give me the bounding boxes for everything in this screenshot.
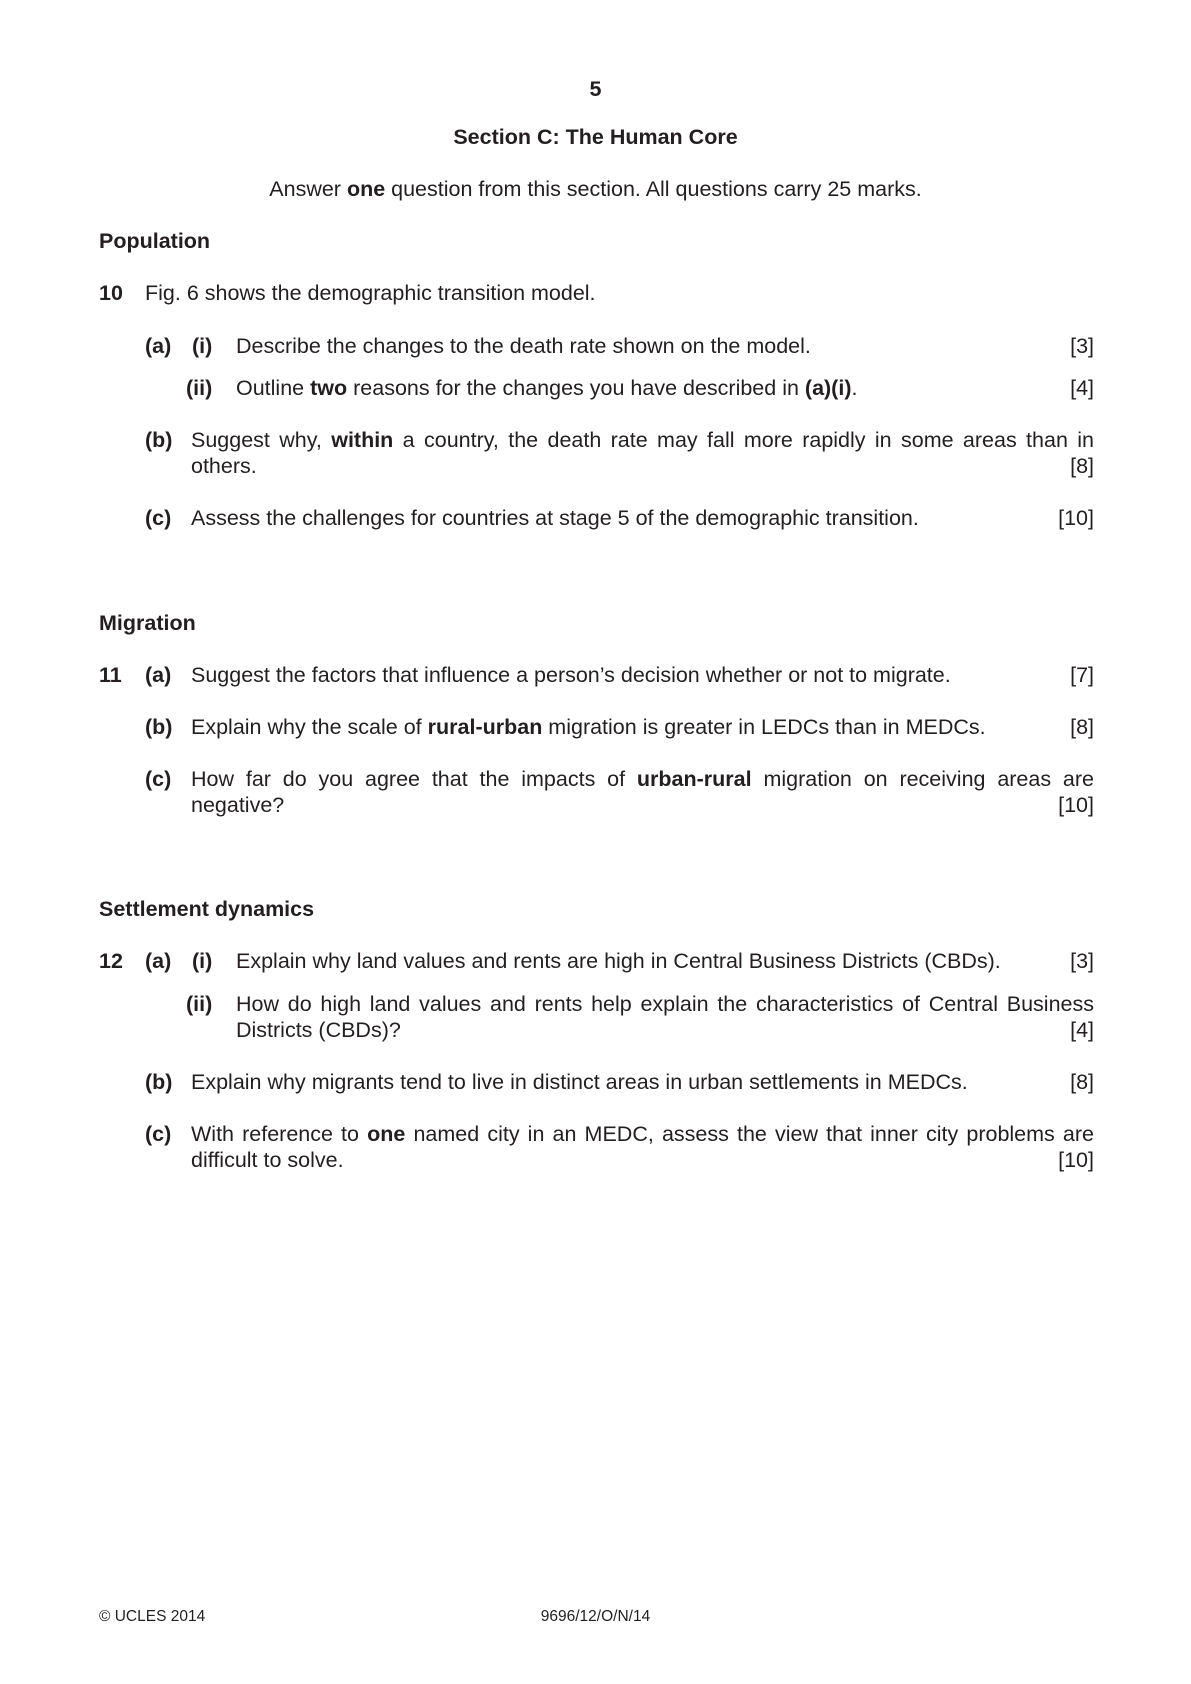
subpart-label: (i) <box>192 334 213 358</box>
mark-allocation: [10] <box>1058 506 1094 530</box>
mark-allocation: [8] <box>1070 454 1094 478</box>
question-text: Suggest the factors that influence a person’s decision whether or not to migrate. <box>191 663 951 687</box>
text-segment: difficult to solve. <box>191 1148 344 1172</box>
text-line: How do high land values and rents help explain the characteristics of Central Business <box>236 992 1094 1016</box>
instruction-bold: one <box>346 177 386 201</box>
text-bold: (a)(i) <box>804 376 852 400</box>
settlement-heading: Settlement dynamics <box>99 897 315 921</box>
text-line <box>191 1147 1094 1173</box>
question-10a-ii <box>99 375 1094 401</box>
part-label: (b) <box>145 715 173 739</box>
text-segment: migration is greater in LEDCs than in MEDCs. <box>542 715 986 739</box>
text-segment: Districts (CBDs)? <box>236 1018 401 1042</box>
instruction-text: Answer <box>269 177 347 201</box>
part-label: (b) <box>145 1070 173 1094</box>
question-10-stem <box>99 280 1094 306</box>
text-segment: negative? <box>191 793 285 817</box>
footer-copyright: © UCLES 2014 <box>99 1608 206 1625</box>
text-segment: Outline <box>236 376 311 400</box>
part-label: (c) <box>145 506 172 530</box>
question-12a-ii <box>99 991 1094 1043</box>
population-heading: Population <box>99 229 211 253</box>
text-line <box>236 1017 1094 1043</box>
mark-allocation: [10] <box>1058 793 1094 817</box>
question-text <box>191 427 1094 479</box>
question-number: 12 <box>99 949 123 973</box>
question-10a-i <box>99 333 1094 359</box>
question-text: Explain why migrants tend to live in distinct areas in urban settlements in MEDCs. <box>191 1070 968 1094</box>
text-segment: migration on receiving areas are <box>751 767 1095 791</box>
instruction-text-end: question from this section. All questions carry 25 marks. <box>385 177 922 201</box>
migration-heading: Migration <box>99 611 196 635</box>
mark-allocation: [8] <box>1070 715 1094 739</box>
part-label: (a) <box>145 334 172 358</box>
mark-allocation: [3] <box>1070 949 1094 973</box>
mark-allocation: [4] <box>1070 1018 1094 1042</box>
footer-paper-code: 9696/12/O/N/14 <box>540 1608 651 1625</box>
page-number: 5 <box>589 77 602 101</box>
question-text <box>191 766 1094 818</box>
text-segment: Explain why the scale of <box>191 715 428 739</box>
mark-allocation: [8] <box>1070 1070 1094 1094</box>
question-text: Describe the changes to the death rate shown on the model. <box>236 334 811 358</box>
question-11b <box>99 714 1094 740</box>
mark-allocation: [7] <box>1070 663 1094 687</box>
part-label: (a) <box>145 663 172 687</box>
question-stem: Fig. 6 shows the demographic transition model. <box>145 281 596 305</box>
text-segment: Suggest why, <box>191 428 332 452</box>
question-11c <box>99 766 1094 818</box>
question-text: Assess the challenges for countries at stage 5 of the demographic transition. <box>191 506 919 530</box>
text-segment: a country, the death rate may fall more rapidly in some areas than in <box>393 428 1094 452</box>
text-bold: one <box>367 1122 406 1146</box>
question-text <box>236 375 857 401</box>
text-line <box>191 427 1094 453</box>
mark-allocation: [4] <box>1070 376 1094 400</box>
text-segment: named city in an MEDC, assess the view that inner city problems are <box>405 1122 1094 1146</box>
question-12c <box>99 1121 1094 1173</box>
question-number: 10 <box>99 281 123 305</box>
text-bold: urban-rural <box>636 767 752 791</box>
text-line <box>191 453 1094 479</box>
part-label: (b) <box>145 428 173 452</box>
part-label: (c) <box>145 767 172 791</box>
text-segment: With reference to <box>191 1122 368 1146</box>
text-line <box>191 1121 1094 1147</box>
question-number: 11 <box>99 663 122 687</box>
text-segment: reasons for the changes you have described in <box>347 376 805 400</box>
mark-allocation: [10] <box>1058 1148 1094 1172</box>
question-text: Explain why land values and rents are high in Central Business Districts (CBDs). <box>236 949 1001 973</box>
question-12a-i <box>99 948 1094 974</box>
question-text <box>236 991 1094 1043</box>
part-label: (c) <box>145 1122 172 1146</box>
text-segment: others. <box>191 454 257 478</box>
subpart-label: (ii) <box>186 992 213 1016</box>
text-line <box>191 766 1094 792</box>
question-text <box>191 1121 1094 1173</box>
text-bold: within <box>331 428 394 452</box>
text-line <box>191 792 1094 818</box>
text-bold: rural-urban <box>427 715 543 739</box>
question-text <box>191 714 986 740</box>
question-10c <box>99 505 1094 531</box>
text-segment: How far do you agree that the impacts of <box>191 767 637 791</box>
subpart-label: (ii) <box>186 376 213 400</box>
mark-allocation: [3] <box>1070 334 1094 358</box>
question-10b <box>99 427 1094 479</box>
part-label: (a) <box>145 949 172 973</box>
text-bold: two <box>310 376 348 400</box>
question-12b <box>99 1069 1094 1095</box>
text-segment: . <box>851 376 858 400</box>
section-title: Section C: The Human Core <box>453 125 738 149</box>
instruction <box>0 176 1191 202</box>
subpart-label: (i) <box>192 949 213 973</box>
question-11a <box>99 662 1094 688</box>
